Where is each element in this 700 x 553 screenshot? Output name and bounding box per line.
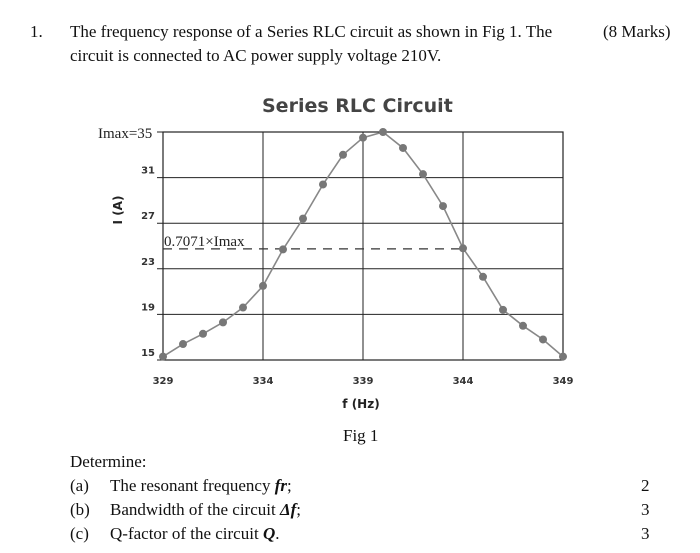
- data-point: [159, 353, 167, 361]
- question-text-line1: The frequency response of a Series RLC circuit as shown in Fig 1. The: [70, 22, 553, 41]
- data-point: [239, 304, 247, 312]
- x-tick-label: 334: [252, 376, 274, 387]
- part-a-label: (a): [70, 476, 89, 495]
- y-axis-label: I (A): [111, 195, 125, 225]
- x-tick-labels: [153, 376, 574, 387]
- y-tick-label: 15: [141, 348, 155, 359]
- determine-heading: Determine:: [70, 452, 147, 471]
- data-point: [419, 170, 427, 178]
- data-point: [279, 245, 287, 253]
- data-point: [299, 215, 307, 223]
- data-point: [559, 353, 567, 361]
- chart-title: Series RLC Circuit: [262, 95, 453, 117]
- y-tick-label: 27: [141, 211, 155, 223]
- data-point: [539, 335, 547, 343]
- part-a-text: The resonant frequency fr;: [110, 476, 292, 495]
- data-point: [359, 134, 367, 142]
- data-point: [219, 318, 227, 326]
- data-point: [519, 322, 527, 330]
- question-number: 1.: [30, 22, 43, 41]
- y-tick-label: 23: [141, 256, 155, 268]
- part-b-text: Bandwidth of the circuit Δf;: [110, 500, 302, 519]
- data-point: [479, 273, 487, 281]
- data-point: [339, 151, 347, 159]
- y-tick-labels: [141, 166, 155, 359]
- part-c-marks: 3: [641, 524, 650, 543]
- part-b-label: (b): [70, 500, 90, 519]
- data-point: [439, 202, 447, 210]
- part-a-marks: 2: [641, 476, 650, 495]
- data-point: [319, 180, 327, 188]
- figure-caption: Fig 1: [343, 426, 379, 445]
- x-tick-label: 339: [352, 376, 374, 387]
- part-c-label: (c): [70, 524, 89, 543]
- x-tick-label: 344: [452, 376, 474, 387]
- imax-label: Imax=35: [98, 126, 153, 142]
- data-point: [259, 282, 267, 290]
- x-axis-label: f (Hz): [342, 397, 380, 411]
- y-tick-label: 19: [141, 302, 155, 314]
- x-tick-label: 349: [552, 376, 574, 387]
- part-c-text: Q-factor of the circuit Q.: [110, 524, 280, 543]
- x-tick-label: 329: [152, 376, 174, 387]
- question-marks: (8 Marks): [603, 22, 671, 41]
- data-point: [499, 306, 507, 314]
- data-point: [459, 244, 467, 252]
- y-tick-label: 31: [141, 165, 155, 177]
- data-point: [179, 340, 187, 348]
- part-b-marks: 3: [641, 500, 650, 519]
- data-point: [199, 330, 207, 338]
- question-text-line2: circuit is connected to AC power supply voltage 210V.: [70, 46, 442, 65]
- data-point: [399, 144, 407, 152]
- data-point: [379, 128, 387, 136]
- threshold-label: 0.7071×Imax: [164, 234, 245, 250]
